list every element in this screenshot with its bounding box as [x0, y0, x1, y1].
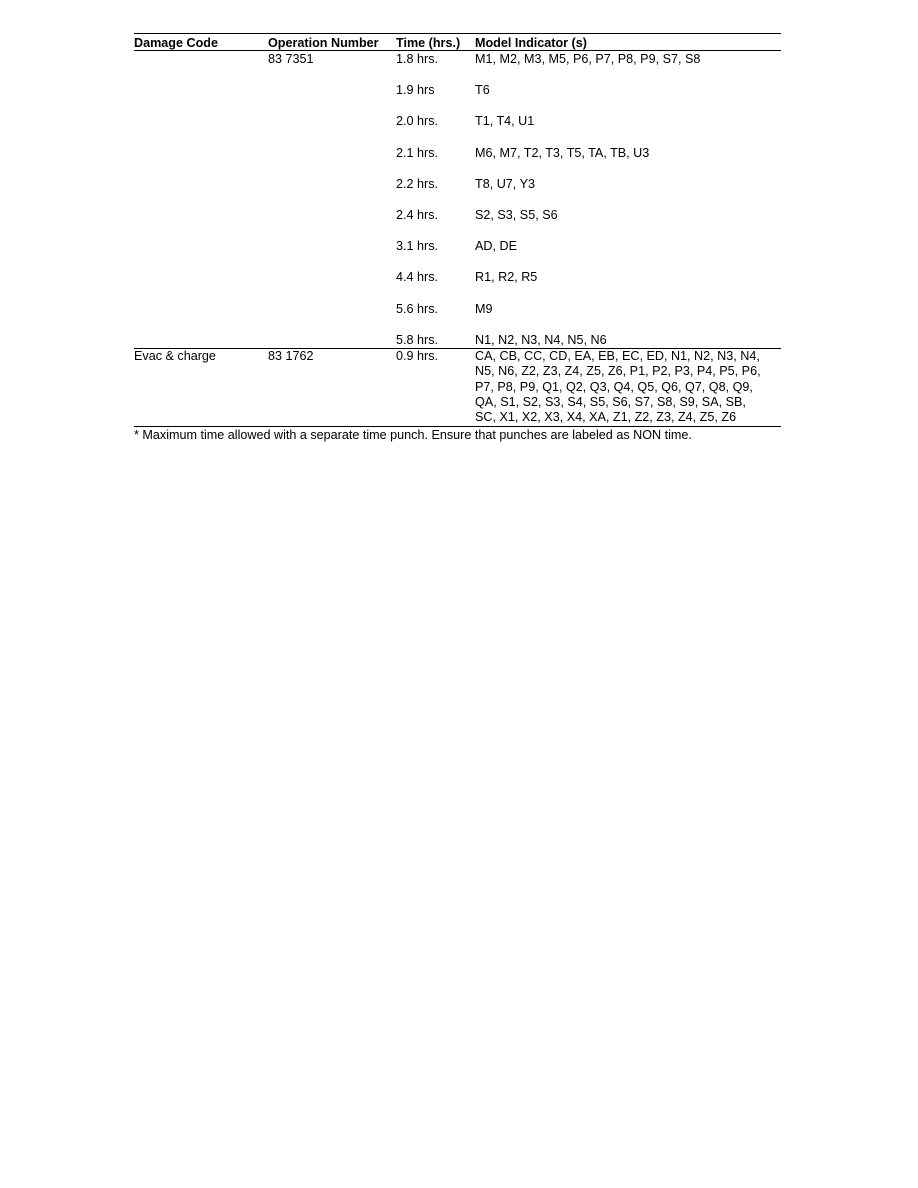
damage-code-cell: Evac & charge: [134, 348, 216, 363]
model-cell: [475, 349, 781, 426]
table-row: [396, 145, 781, 161]
model-cell: R1, R2, R5: [475, 270, 538, 285]
time-cell: 5.6 hrs.: [396, 301, 438, 316]
damage-code-cell: [134, 51, 268, 348]
operation-number-cell: 83 1762: [268, 348, 314, 363]
model-cell: M1, M2, M3, M5, P6, P7, P8, P9, S7, S8: [475, 52, 701, 66]
model-cell: T6: [475, 83, 490, 98]
labor-time-table: [134, 33, 781, 444]
operation-number-cell: 83 7351: [268, 52, 314, 66]
table-row: [396, 51, 781, 67]
time-cell: 2.0 hrs.: [396, 114, 438, 129]
table-row: [396, 332, 781, 348]
model-cell: T8, U7, Y3: [475, 176, 535, 191]
header-operation-number: Operation Number: [268, 36, 379, 50]
footnote: * Maximum time allowed with a separate time punch. Ensure that punches are labeled as NON time.: [134, 427, 692, 442]
table-row: [396, 301, 781, 317]
time-cell: 5.8 hrs.: [396, 332, 438, 347]
time-cell: 4.4 hrs.: [396, 270, 438, 285]
header-damage-code: Damage Code: [134, 36, 218, 50]
time-cell: 1.9 hrs: [396, 83, 435, 98]
model-line: QA, S1, S2, S3, S4, S5, S6, S7, S8, S9, SA, SB,: [475, 394, 746, 409]
model-cell: T1, T4, U1: [475, 114, 535, 129]
model-line: P7, P8, P9, Q1, Q2, Q3, Q4, Q5, Q6, Q7, Q8, Q9,: [475, 379, 753, 394]
model-line: N5, N6, Z2, Z3, Z4, Z5, Z6, P1, P2, P3, P4, P5, P6,: [475, 364, 761, 379]
time-cell: 2.4 hrs.: [396, 207, 438, 222]
model-line: CA, CB, CC, CD, EA, EB, EC, ED, N1, N2, N3, N4,: [475, 348, 760, 363]
operation-group-831762: [134, 349, 781, 427]
operation-group-837351: [134, 51, 781, 349]
table-row: [396, 82, 781, 98]
time-model-list: [396, 51, 781, 348]
model-line: SC, X1, X2, X3, X4, XA, Z1, Z2, Z3, Z4, Z5, Z6: [475, 410, 737, 425]
time-cell: 3.1 hrs.: [396, 239, 438, 254]
model-cell: M9: [475, 301, 493, 316]
table-row: [396, 176, 781, 192]
time-cell: 1.8 hrs.: [396, 52, 438, 66]
header-model-indicator: Model Indicator (s): [475, 36, 587, 50]
table-row: [396, 269, 781, 285]
time-cell: 2.2 hrs.: [396, 176, 438, 191]
table-row: [396, 238, 781, 254]
model-cell: N1, N2, N3, N4, N5, N6: [475, 332, 607, 347]
table-row: [396, 113, 781, 129]
model-cell: AD, DE: [475, 239, 517, 254]
table-header-row: [134, 34, 781, 51]
model-cell: M6, M7, T2, T3, T5, TA, TB, U3: [475, 145, 650, 160]
table-row: [396, 207, 781, 223]
header-time: Time (hrs.): [396, 36, 461, 50]
time-cell: 2.1 hrs.: [396, 145, 438, 160]
model-cell: S2, S3, S5, S6: [475, 207, 558, 222]
time-cell: 0.9 hrs.: [396, 348, 438, 363]
